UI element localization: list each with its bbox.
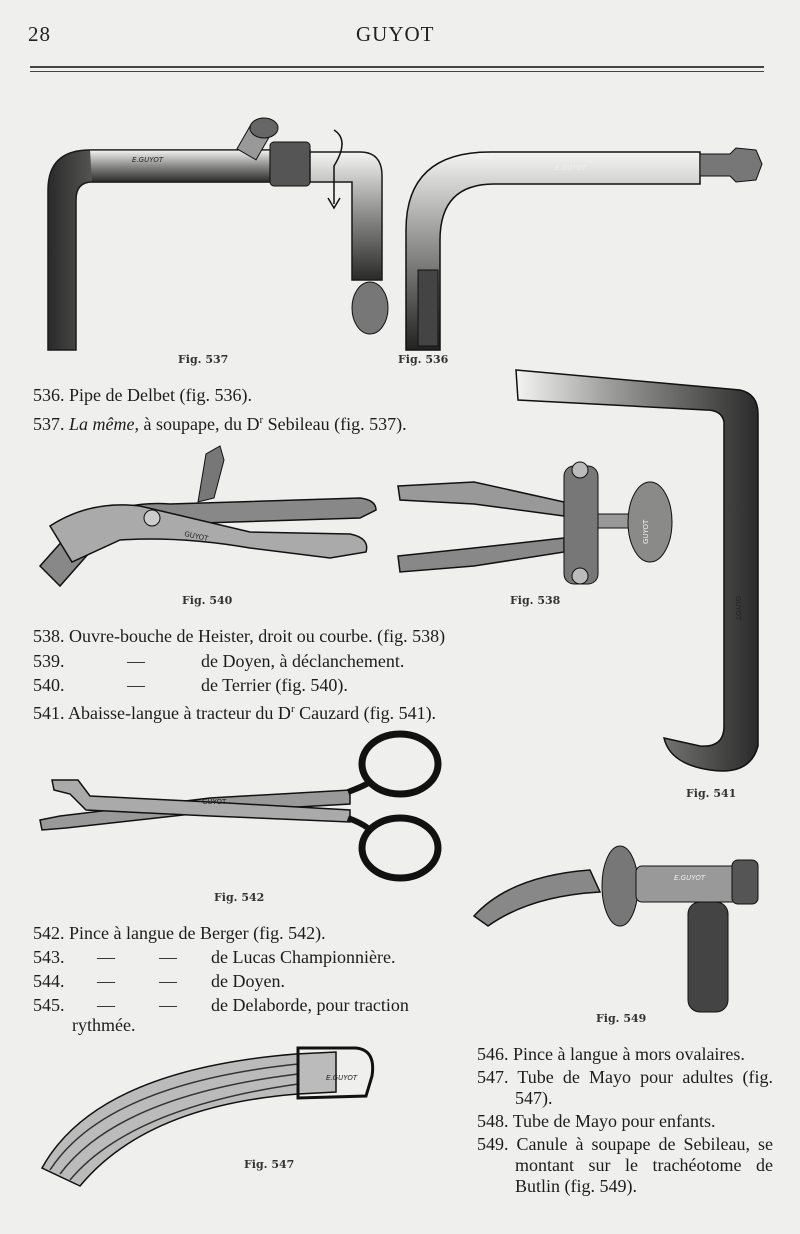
fig-549-caption: Fig. 549 [596,1012,647,1025]
entry-544: 544. — — de Doyen. [33,971,285,991]
fig-547-engraving: E.GUYOT [326,1074,358,1082]
fig-536-caption: Fig. 536 [398,353,449,366]
fig-541-caption: Fig. 541 [686,787,737,800]
fig-537-caption: Fig. 537 [178,353,229,366]
page-number: 28 [28,22,51,46]
entry-540: 540. — de Terrier (fig. 540). [33,675,348,695]
entry-549: 549. Canule à soupape de Sebileau, se montant sur le trachéotome de Butlin (fig. 549). [477,1134,774,1196]
entry-536: 536. Pipe de Delbet (fig. 536). [33,385,252,405]
fig-536-illustration [400,140,770,360]
fig-540-engraving: GUYOT [183,530,209,543]
entry-541: 541. Abaisse-langue à tracteur du $D^r$ Cauzard (fig. 541). [33,703,437,723]
fig-542-caption: Fig. 542 [214,891,265,904]
entry-547: 547. Tube de Mayo pour adultes (fig. 547). [477,1067,773,1108]
fig-538-engraving: GUYOT [642,519,650,544]
fig-538-illustration [394,452,694,592]
fig-537-illustration [30,110,400,360]
fig-541-engraving: GUYOT [734,596,742,621]
header-rule-thin [30,71,764,72]
page-title: GUYOT [356,22,435,46]
entry-537: 537. La même, à soupape, du $D^r$ Sebileau (fig. 537). [33,414,407,434]
fig-537-engraving: E.GUYOT [132,156,164,164]
entry-538: 538. Ouvre-bouche de Heister, droit ou courbe. (fig. 538) [33,626,446,646]
entry-545-continuation: rythmée. [72,1015,136,1035]
fig-547-illustration [36,1040,376,1190]
fig-549-illustration [470,836,770,1016]
fig-540-illustration [30,440,380,590]
entry-543: 543. — — de Lucas Championnière. [33,947,396,967]
fig-542-engraving: GUYOT [202,798,227,806]
entries-546-549 [477,1044,773,1199]
entry-548: 548. Tube de Mayo pour enfants. [477,1111,716,1131]
entry-542: 542. Pince à langue de Berger (fig. 542). [33,923,326,943]
fig-536-engraving: E.GUYOT [555,164,587,172]
header-rule-thick [30,66,764,68]
fig-549-engraving: E.GUYOT [674,874,706,882]
fig-547-caption: Fig. 547 [244,1158,295,1171]
entry-545: 545. — — de Delaborde, pour traction [33,995,409,1015]
fig-538-caption: Fig. 538 [510,594,561,607]
fig-542-illustration [30,724,450,884]
entry-539: 539. — de Doyen, à déclanchement. [33,651,405,671]
fig-540-caption: Fig. 540 [182,594,233,607]
entry-546: 546. Pince à langue à mors ovalaires. [477,1044,745,1064]
